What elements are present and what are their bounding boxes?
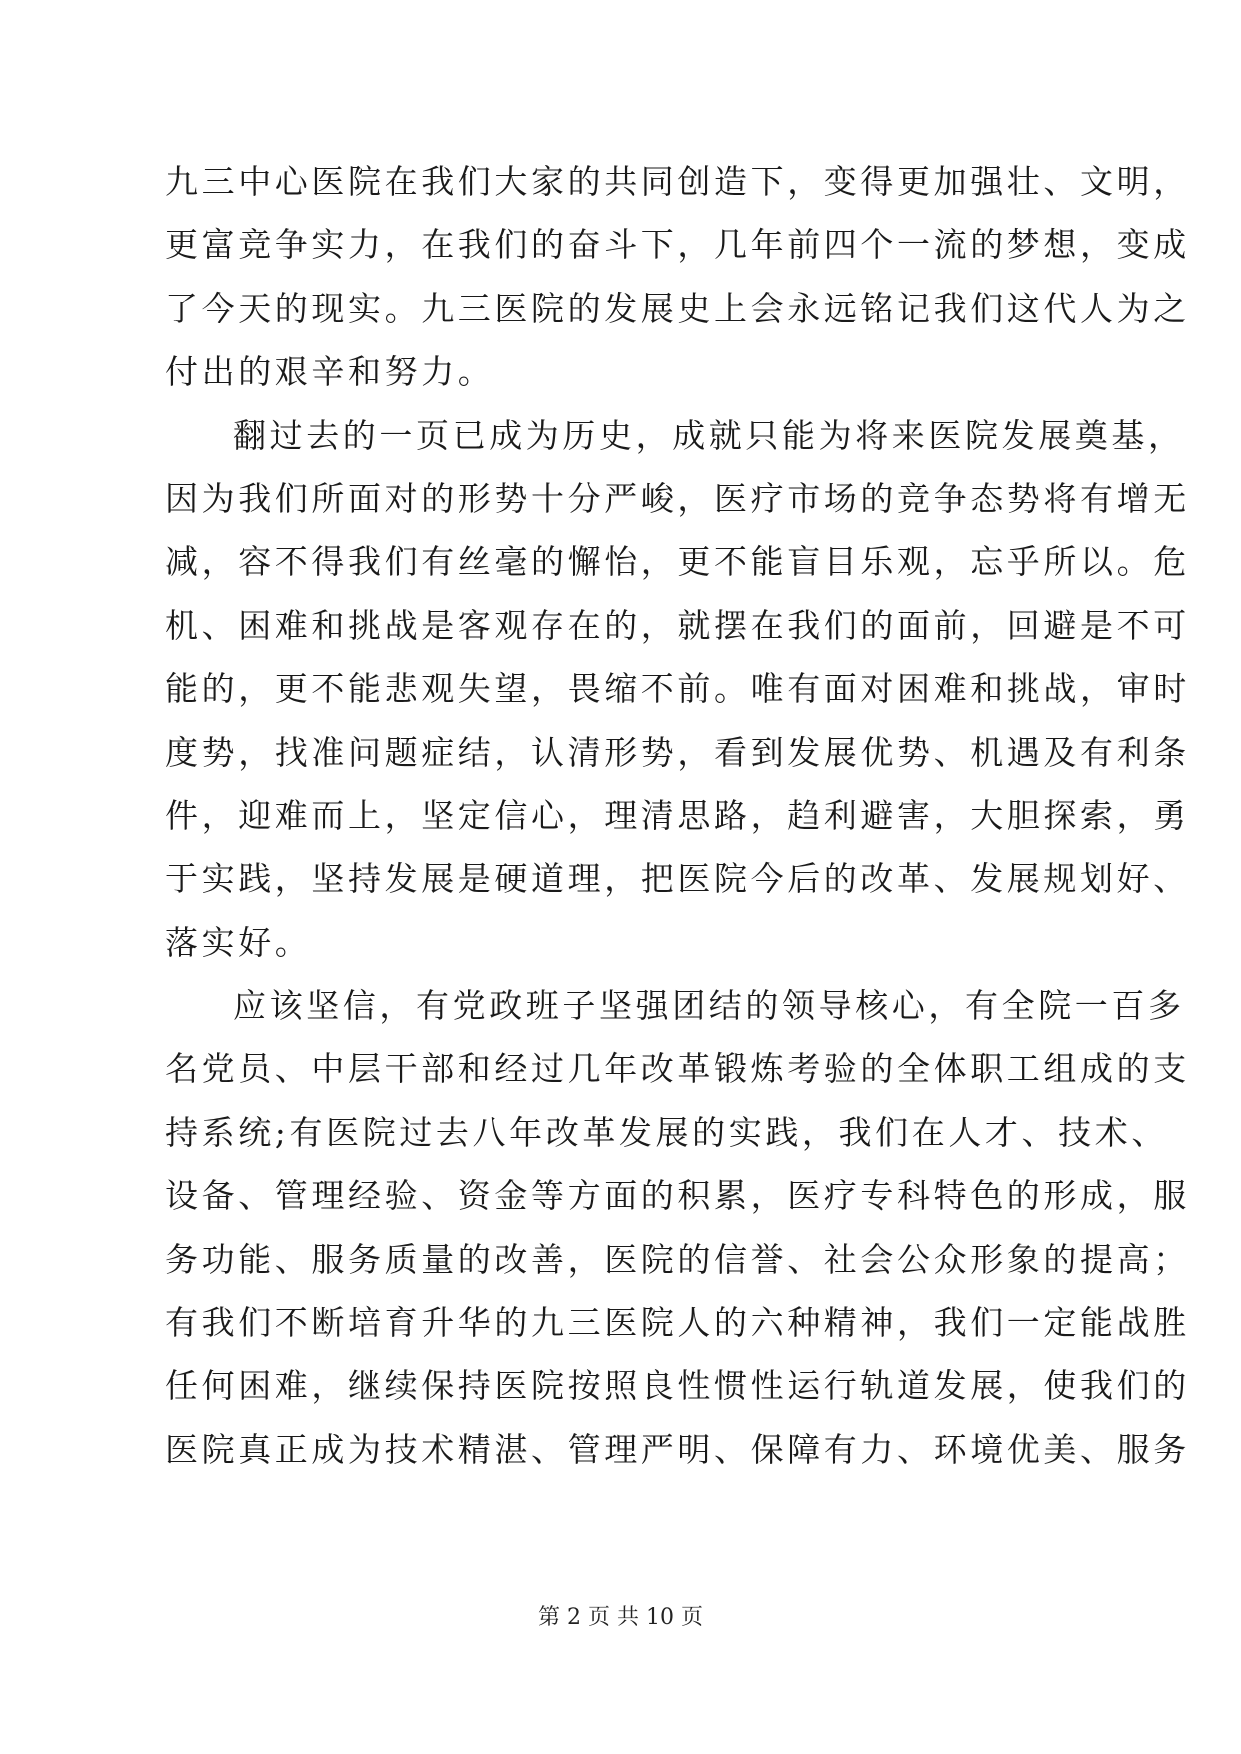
document-body [165, 150, 1190, 1481]
text-line: 付出的艰辛和努力。 [165, 352, 495, 392]
page-number-footer: 第 2 页 共 10 页 [538, 1605, 703, 1630]
text-line: 因为我们所面对的形势十分严峻，医疗市场的竞争态势将有增无 [165, 478, 1190, 518]
text-line: 务功能、服务质量的改善，医院的信誉、社会公众形象的提高； [165, 1239, 1190, 1279]
paragraph-first-line: 应该坚信，有党政班子坚强团结的领导核心，有全院一百多 [233, 986, 1185, 1026]
text-line: 设备、管理经验、资金等方面的积累，医疗专科特色的形成，服 [165, 1176, 1190, 1216]
text-line: 于实践，坚持发展是硬道理，把医院今后的改革、发展规划好、 [165, 859, 1190, 899]
text-line: 能的，更不能悲观失望，畏缩不前。唯有面对困难和挑战，审时 [165, 669, 1190, 709]
text-line: 更富竞争实力，在我们的奋斗下，几年前四个一流的梦想，变成 [165, 225, 1190, 265]
text-line: 机、困难和挑战是客观存在的，就摆在我们的面前，回避是不可 [165, 605, 1190, 645]
text-line: 任何困难，继续保持医院按照良性惯性运行轨道发展，使我们的 [165, 1366, 1190, 1406]
text-line: 九三中心医院在我们大家的共同创造下，变得更加强壮、文明， [165, 162, 1190, 201]
text-line: 度势，找准问题症结，认清形势，看到发展优势、机遇及有利条 [165, 732, 1190, 772]
text-line: 减，容不得我们有丝毫的懈怡，更不能盲目乐观，忘乎所以。危 [165, 542, 1190, 582]
text-line: 医院真正成为技术精湛、管理严明、保障有力、环境优美、服务 [165, 1429, 1190, 1469]
text-line: 件，迎难而上，坚定信心，理清思路，趋利避害，大胆探索，勇 [165, 795, 1190, 835]
text-line: 持系统;有医院过去八年改革发展的实践，我们在人才、技术、 [165, 1112, 1168, 1152]
text-line: 落实好。 [165, 922, 312, 962]
text-line: 了今天的现实。九三医院的发展史上会永远铭记我们这代人为之 [165, 288, 1190, 328]
paragraph-first-line: 翻过去的一页已成为历史，成就只能为将来医院发展奠基， [233, 415, 1185, 455]
text-line: 有我们不断培育升华的九三医院人的六种精神，我们一定能战胜 [165, 1303, 1190, 1343]
text-line: 名党员、中层干部和经过几年改革锻炼考验的全体职工组成的支 [165, 1049, 1190, 1089]
